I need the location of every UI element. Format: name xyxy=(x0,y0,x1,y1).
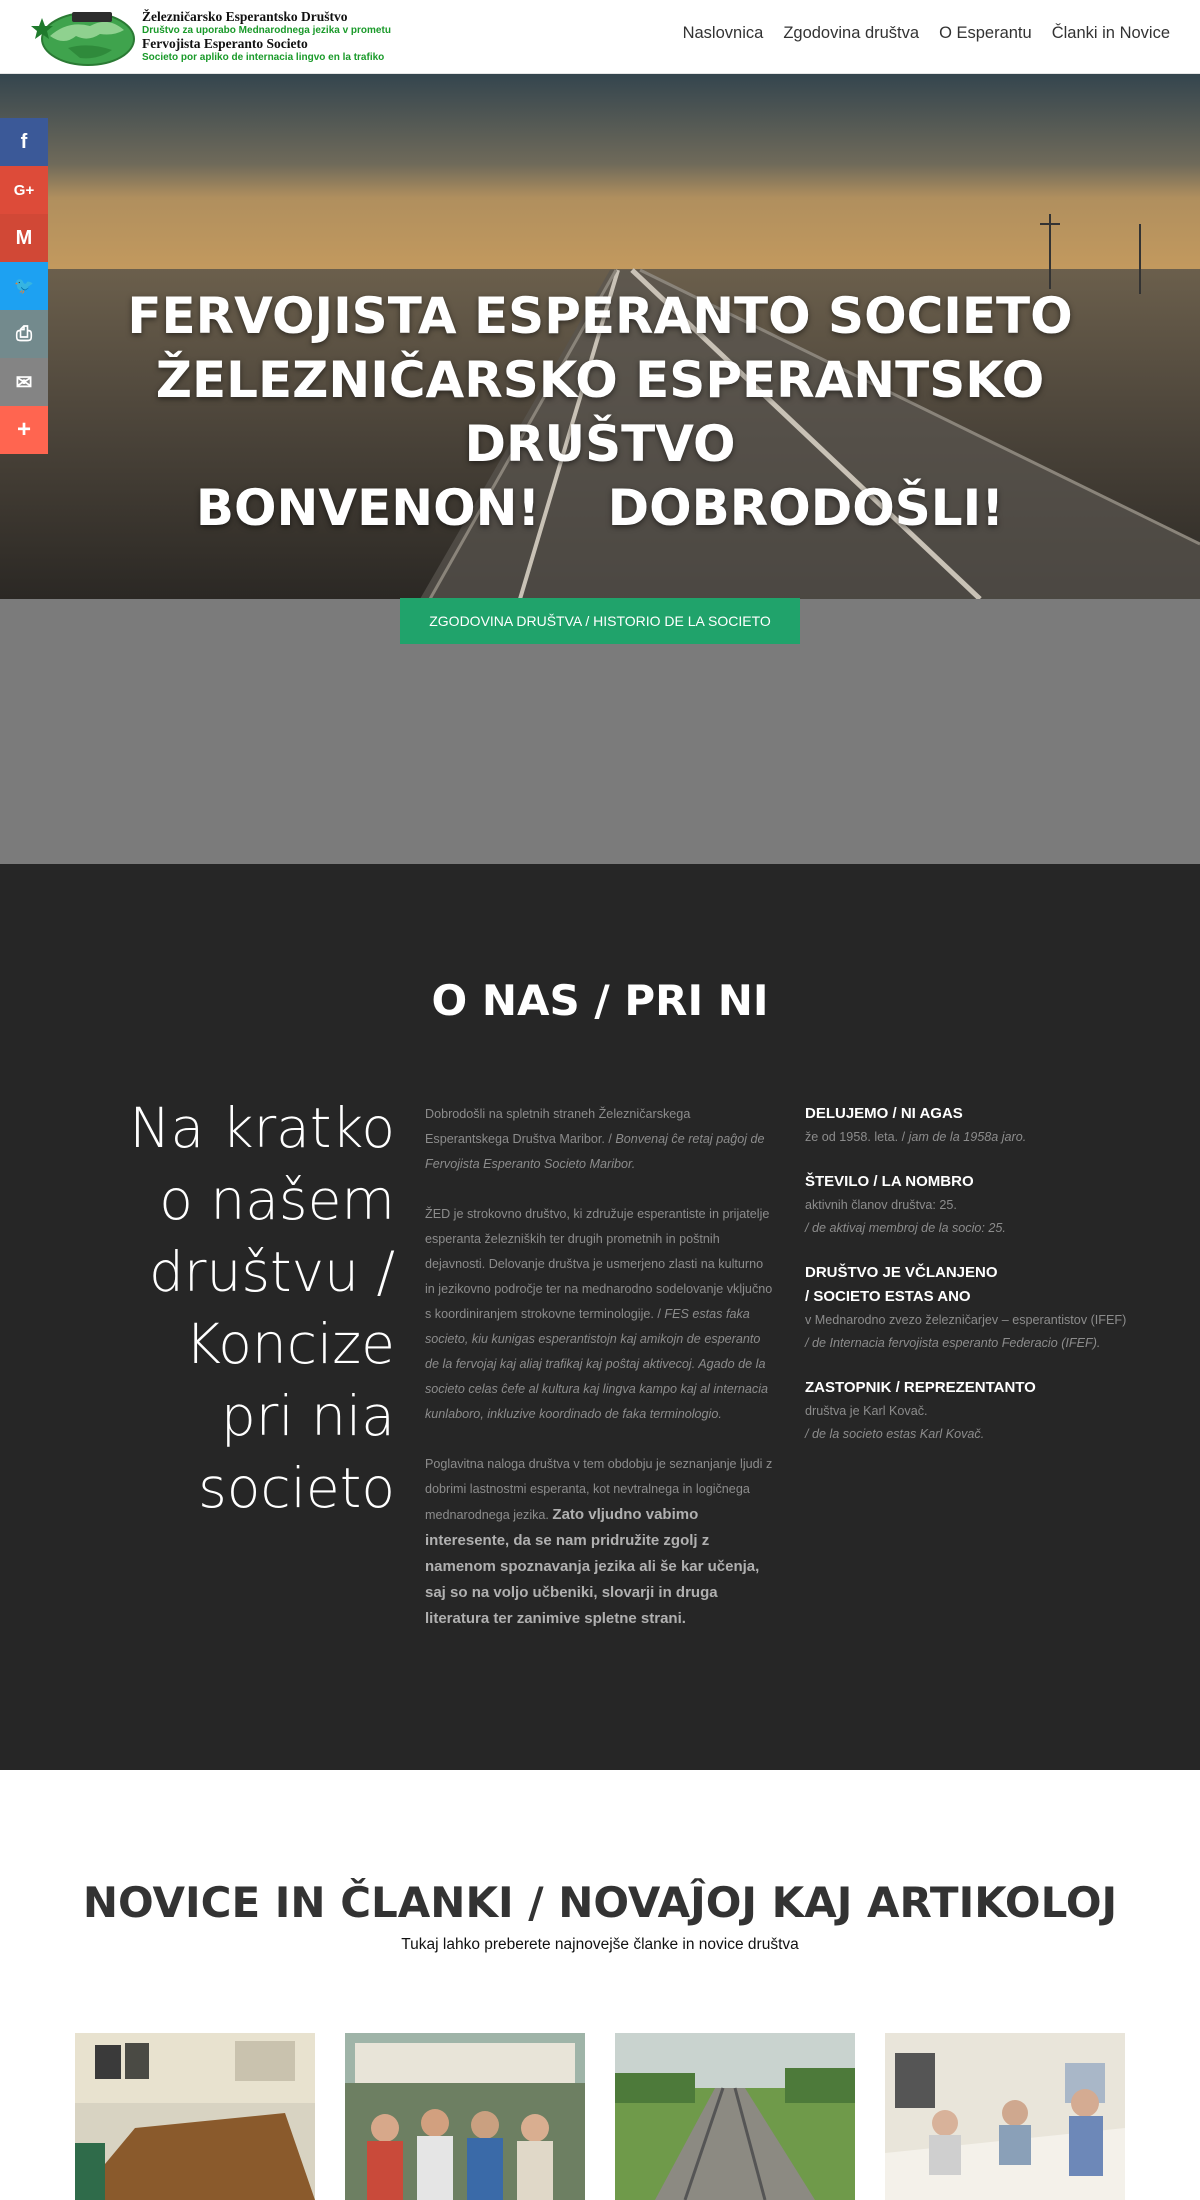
twitter-icon[interactable]: 🐦 xyxy=(0,262,48,310)
about-intro-line: societo xyxy=(198,1456,395,1520)
about-section xyxy=(0,864,1200,1770)
description-text-eo: FES estas faka societo, kiu kunigas esperantistojn kaj amikojn de esperanto de la fervojaj kaj aliaj trafikaj kaj poŝtaj aktivecoj. Agado de la societo celas ĉefe al kultura kaj lingva kampo kaj al internacia kunlaboro, inkluzive koordinado de faka terminologio. xyxy=(425,1307,769,1421)
history-cta-button[interactable]: ZGODOVINA DRUŠTVA / HISTORIO DE LA SOCIETO xyxy=(400,598,800,644)
fact-heading-eo: / SOCIETO ESTAS ANO xyxy=(805,1288,971,1305)
gmail-icon[interactable]: M xyxy=(0,214,48,262)
fact-value: društva je Karl Kovač. xyxy=(805,1404,928,1418)
description-text: ŽED je strokovno društvo, ki združuje esperantiste in prijatelje esperanta železniških ter drugih prometnih in poštnih dejavnosti. Delovanje društva je usmerjeno zlasti na kulturno in jezikovno področje ter na mednarodno sodelovanje vključno s koordiniranjem strokovne terminologije. / xyxy=(425,1207,773,1321)
about-intro-line: o našem xyxy=(159,1168,395,1232)
about-intro-line: pri nia xyxy=(220,1384,395,1448)
news-card-workshop[interactable] xyxy=(885,2033,1125,2200)
main-nav xyxy=(683,24,1170,43)
about-text xyxy=(425,1102,775,1657)
globe-logo-icon xyxy=(28,6,140,68)
nav-clanki[interactable]: Članki in Novice xyxy=(1051,24,1170,42)
welcome-text: Dobrodošli na spletnih straneh Železničarskega Esperantskega Društva Maribor. / xyxy=(425,1107,691,1146)
social-share-bar xyxy=(0,118,48,454)
about-paragraph-welcome xyxy=(425,1102,775,1177)
workshop-image xyxy=(885,2033,1125,2200)
fact-value: v Mednarodno zvezo železničarjev – esperantistov (IFEF) xyxy=(805,1313,1127,1327)
fact-value: že od 1958. leta. / xyxy=(805,1130,909,1144)
fact-value-eo: jam de la 1958a jaro. xyxy=(908,1130,1027,1144)
railway-tracks-image xyxy=(615,2033,855,2200)
news-card-railway[interactable] xyxy=(615,2033,855,2200)
fact-value-eo: / de la societo estas Karl Kovač. xyxy=(805,1427,985,1441)
about-intro-heading xyxy=(100,1092,395,1524)
google-plus-icon[interactable]: G+ xyxy=(0,166,48,214)
facebook-icon[interactable]: f xyxy=(0,118,48,166)
fact-value: aktivnih članov društva: 25. xyxy=(805,1198,957,1212)
invitation-text: Zato vljudno vabimo interesente, da se nam pridružite zgolj z namenom spoznavanja jezika ali še kar učenja, saj so na voljo učbeniki, slovarji in druga literatura ter zanimive spletne strani. xyxy=(425,1506,760,1627)
hero-line-1: FERVOJISTA ESPERANTO SOCIETO xyxy=(127,287,1073,345)
fact-membership xyxy=(805,1261,1175,1355)
fact-representative xyxy=(805,1376,1175,1446)
news-card-meeting-room[interactable] xyxy=(75,2033,315,2200)
hero-line-3: DRUŠTVO xyxy=(464,415,736,473)
fact-value-eo: / de aktivaj membroj de la socio: 25. xyxy=(805,1221,1006,1235)
about-paragraph-description xyxy=(425,1202,775,1427)
email-icon[interactable]: ✉ xyxy=(0,358,48,406)
site-logo[interactable] xyxy=(28,6,408,68)
news-title: NOVICE IN ČLANKI / NOVAĴOJ KAJ ARTIKOLOJ xyxy=(82,1878,1118,1927)
hero-heading xyxy=(60,284,1140,540)
welcome-text-eo: Bonvenaj ĉe retaj paĝoj de Fervojista Esperanto Societo Maribor. xyxy=(425,1132,765,1171)
hero-line-4: BONVENON! DOBRODOŠLI! xyxy=(195,479,1005,537)
nav-o-esperantu[interactable]: O Esperantu xyxy=(939,24,1032,42)
hero-line-2: ŽELEZNIČARSKO ESPERANTSKO xyxy=(155,351,1045,409)
nav-zgodovina[interactable]: Zgodovina društva xyxy=(783,24,920,42)
about-intro-line: Koncize xyxy=(184,1312,395,1376)
mission-text: Poglavitna naloga društva v tem obdobju je seznanjanje ljudi z dobrimi lastnostmi esperanta, kot nevtralnega in logičnega mednarodnega jezika. xyxy=(425,1457,773,1522)
fact-text xyxy=(805,1126,1175,1149)
fact-heading: ZASTOPNIK / REPREZENTANTO xyxy=(805,1379,1036,1396)
logo-title-eo: Fervojista Esperanto Societo xyxy=(142,36,308,52)
fact-heading: DELUJEMO / NI AGAS xyxy=(805,1105,963,1122)
hero-section xyxy=(0,74,1200,599)
logo-subtitle-sl: Društvo za uporabo Mednarodnega jezika v prometu xyxy=(142,24,391,36)
about-title: O NAS / PRI NI xyxy=(431,976,769,1025)
fact-value-eo: / de Internacia fervojista esperanto Federacio (IFEF). xyxy=(805,1336,1101,1350)
group-photo-image xyxy=(345,2033,585,2200)
print-icon[interactable]: ⎙ xyxy=(0,310,48,358)
about-intro-line: Na kratko xyxy=(129,1096,395,1160)
news-subtitle: Tukaj lahko preberete najnovejše članke in novice društva xyxy=(401,1936,799,1953)
fact-heading: DRUŠTVO JE VČLANJENO xyxy=(805,1264,998,1281)
meeting-room-image xyxy=(75,2033,315,2200)
about-intro-line: društvu / xyxy=(148,1240,395,1304)
fact-since xyxy=(805,1102,1175,1149)
share-more-icon[interactable]: + xyxy=(0,406,48,454)
nav-naslovnica[interactable]: Naslovnica xyxy=(682,24,764,42)
news-card-group-photo[interactable] xyxy=(345,2033,585,2200)
fact-heading: ŠTEVILO / LA NOMBRO xyxy=(805,1173,974,1190)
site-header xyxy=(0,0,1200,74)
about-facts xyxy=(805,1102,1175,1467)
about-paragraph-mission xyxy=(425,1452,775,1632)
fact-members xyxy=(805,1170,1175,1240)
logo-subtitle-eo: Societo por apliko de internacia lingvo en la trafiko xyxy=(142,51,385,63)
logo-title-sl: Železničarsko Esperantsko Društvo xyxy=(142,9,348,24)
